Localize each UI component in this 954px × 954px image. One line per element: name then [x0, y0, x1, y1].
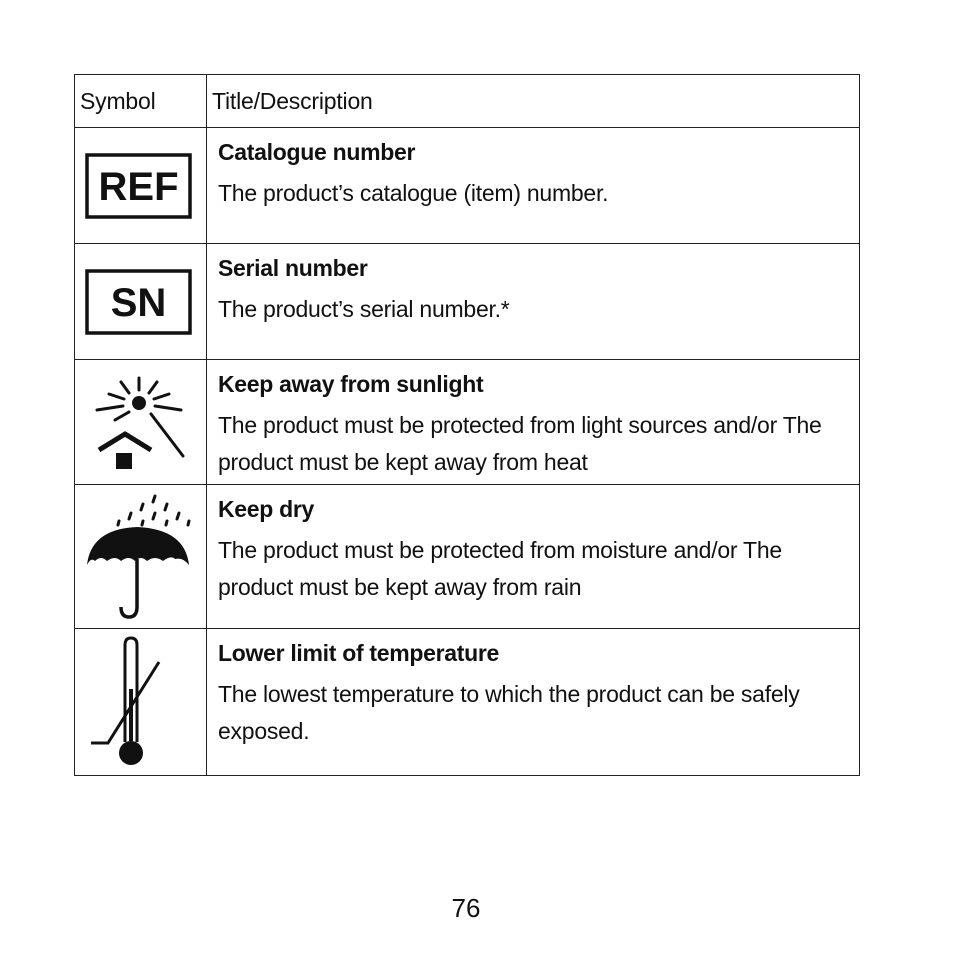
- keep-away-from-sunlight-icon: [75, 360, 207, 484]
- keep-dry-icon: [75, 485, 207, 628]
- row-title: Keep away from sunlight: [218, 371, 484, 397]
- header-symbol: Symbol: [75, 75, 207, 128]
- symbol-cell: [75, 485, 207, 629]
- symbol-cell: [75, 360, 207, 485]
- symbol-cell: [75, 244, 207, 360]
- row-title: Catalogue number: [218, 139, 416, 165]
- table-header-row: [75, 75, 860, 128]
- lower-temperature-limit-icon: [75, 629, 207, 775]
- table-row: [75, 360, 860, 485]
- row-description: The lowest temperature to which the product can be safely exposed.: [218, 681, 800, 744]
- row-title: Keep dry: [218, 496, 315, 522]
- ref-icon: [75, 128, 207, 243]
- page-number: 76: [451, 893, 481, 923]
- row-description: The product’s serial number.*: [218, 296, 510, 322]
- table-row: [75, 485, 860, 629]
- row-description: The product’s catalogue (item) number.: [218, 180, 609, 206]
- row-description: The product must be protected from moisture and/or The product must be kept away from rain: [218, 537, 782, 600]
- serial-number-icon: [75, 244, 207, 359]
- table-row: [75, 629, 860, 776]
- symbol-cell: [75, 128, 207, 244]
- svg-text:SN: SN: [110, 281, 167, 325]
- header-description: Title/Description: [207, 75, 860, 128]
- symbols-table: [74, 74, 860, 776]
- row-title: Serial number: [218, 255, 368, 281]
- symbol-cell: [75, 629, 207, 776]
- row-title: Lower limit of temperature: [218, 640, 500, 666]
- row-description: The product must be protected from light sources and/or The product must be kept away from heat: [218, 412, 822, 475]
- table-row: [75, 244, 860, 360]
- svg-text:REF: REF: [98, 165, 179, 209]
- table-row: [75, 128, 860, 244]
